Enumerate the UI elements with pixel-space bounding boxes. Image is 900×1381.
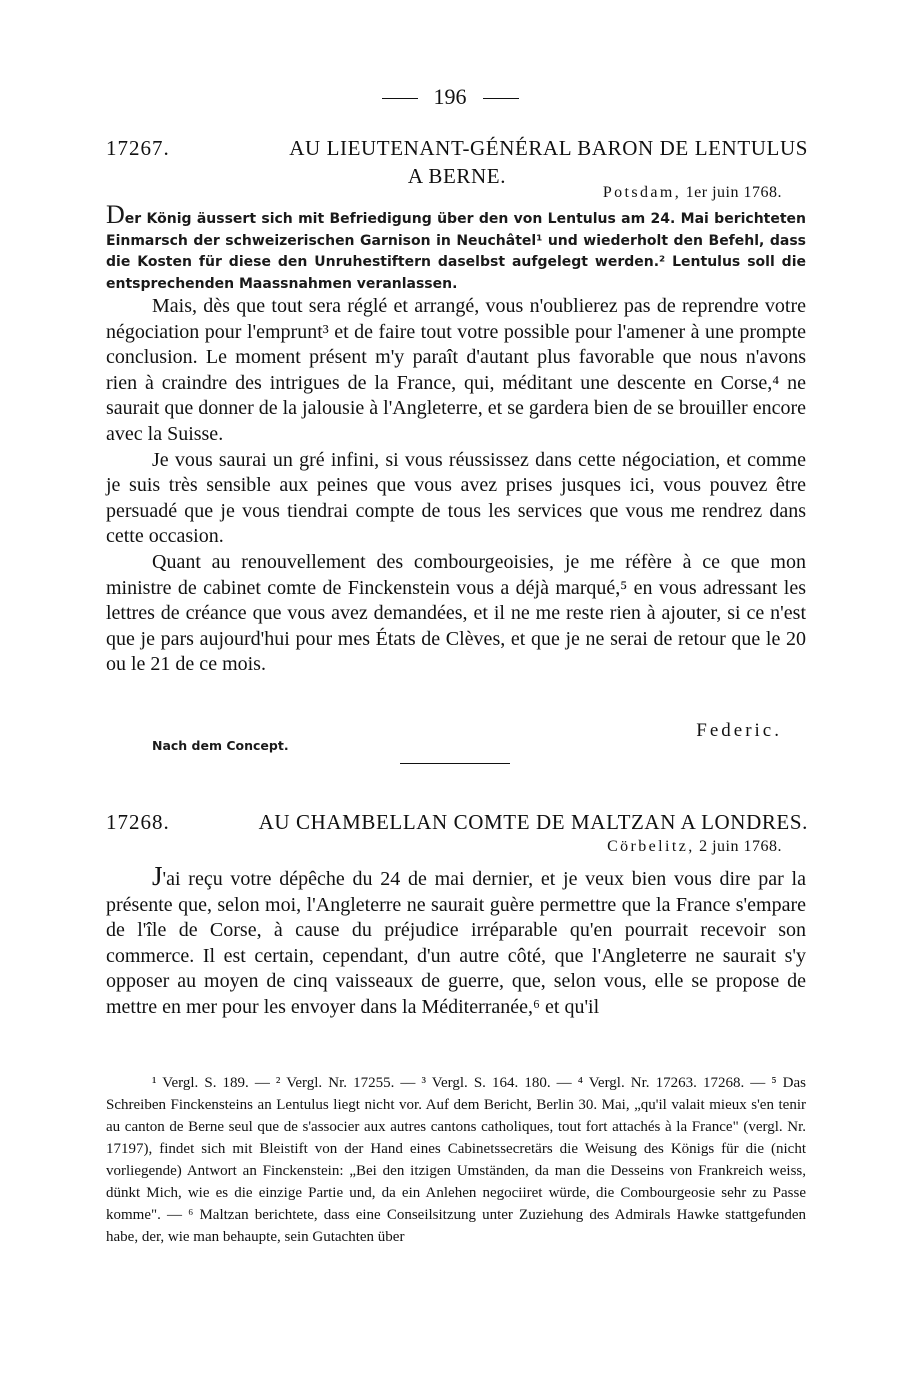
page-number-text: 196: [433, 84, 467, 109]
page-number-dash-left: [382, 98, 418, 99]
letter1-summary: [106, 200, 806, 295]
letter1-heading-line1: [106, 134, 808, 162]
letter1-dateline: [603, 184, 782, 202]
letter1-heading-line2: A BERNE.: [407, 164, 507, 188]
footnotes: [106, 1072, 806, 1248]
letter2-place: Cörbelitz,: [607, 838, 695, 855]
letter2-dateline: [607, 838, 782, 856]
letter2-body: [106, 861, 806, 1021]
letter2-initial: J: [152, 861, 163, 891]
letter1-body: [106, 294, 806, 678]
letter2-number: 17268.: [106, 810, 170, 834]
letter2-date: 2 juin 1768.: [699, 838, 782, 855]
letter1-source-note: Nach dem Concept.: [152, 738, 289, 753]
letter1-date: 1er juin 1768.: [685, 184, 782, 201]
letter1-summary-initial: D: [106, 200, 125, 229]
letter1-paragraph-1: Mais, dès que tout sera réglé et arrangé, vous n'oublierez pas de reprendre votre négociation pour l'emprunt³ et de faire tout votre possible pour l'amener à une prompte conclusion. Le moment présent m'y paraît d'autant plus favorable que nous n'avons rien à craindre des intrigues de la France, qui, méditant une descente en Corse,⁴ ne saurait que donner de la jalousie à l'Angleterre, et se gardera bien de se brouiller encore avec la Suisse.: [106, 295, 806, 445]
page-number: [0, 84, 900, 110]
letter2-paragraph-text: 'ai reçu votre dépêche du 24 de mai dernier, et je veux bien vous dire par la présente que, selon moi, l'Angleterre ne saurait guère permettre que la France s'empare de l'île de Corse, à cause du préjudice irréparable qu'en pourrait recevoir son commerce. Il est certain, cependant, d'un autre côté, que l'Angleterre ne saurait s'y opposer au moyen de cinq vaisseaux de guerre, que, selon vous, elle se propose de mettre en mer pour les envoyer dans la Méditerranée,⁶ et qu'il: [106, 868, 806, 1018]
letter1-paragraph-2: Je vous saurai un gré infini, si vous réussissez dans cette négociation, et comme je suis très sensible aux peines que vous avez prises jusques ici, vous pouvez être persuadé que je vous tiendrai compte de tous les services que vous me rendrez dans cette occasion.: [106, 448, 806, 548]
letter2-heading-line1: [106, 808, 808, 836]
letter1-summary-text: er König äussert sich mit Befriedigung über den von Lentulus am 24. Mai berichteten Einmarsch der schweizerischen Garnison in Neuchâtel¹ und wiederholt den Befehl, dass die Kosten für diese den Unruhestiftern daselbst aufgelegt werden.² Lentulus soll die entsprechenden Maassnahmen veranlassen.: [106, 211, 806, 292]
letter1-place: Potsdam,: [602, 184, 682, 201]
letter1-number: 17267.: [106, 136, 170, 160]
letter2-title: AU CHAMBELLAN COMTE DE MALTZAN A LONDRES.: [258, 810, 808, 834]
footnotes-text: ¹ Vergl. S. 189. — ² Vergl. Nr. 17255. — ³ Vergl. S. 164. 180. — ⁴ Vergl. Nr. 17263. 17268. — ⁵ Das Schreiben Finckensteins an Lentulus liegt nicht vor. Auf dem Bericht, Berlin 30. Mai, „qu'il valait mieux s'en tenir au canton de Berne seul que de s'associer aux autres cantons catholiques, tout fort attachés à la France" (vergl. Nr. 17197), findet sich mit Bleistift von der Hand eines Cabinetssecretärs die Weisung des Königs für die (nicht vorliegende) Antwort an Finckenstein: „Bei den itzigen Umständen, da man die Desseins von Frankreich weiss, dünkt Mich, wie es die einzige Partie und, da ein Anlehen negociiret würde, die Combourgeosie sehr zu Passe komme". — ⁶ Maltzan berichtete, dass eine Conseilsitzung unter Zuziehung des Admirals Hawke stattgefunden habe, der, wie man behaupte, sein Gutachten über: [106, 1075, 806, 1245]
section-divider: [400, 763, 510, 764]
letter2-heading: [106, 808, 808, 836]
letter2-paragraph-1: [106, 861, 806, 1021]
page-number-dash-right: [483, 98, 519, 99]
letter1-title: AU LIEUTENANT-GÉNÉRAL BARON DE LENTULUS: [289, 136, 808, 160]
letter1-signature: Federic.: [696, 720, 782, 741]
letter1-paragraph-3: Quant au renouvellement des combourgeoisies, je me réfère à ce que mon ministre de cabinet comte de Finckenstein vous a déjà marqué,⁵ en vous adressant les lettres de créance que vous avez demandées, et il ne me reste rien à ajouter, si ce n'est que je pars aujourd'hui pour mes États de Clèves, et que je ne serai de retour que le 20 ou le 21 de ce mois.: [106, 550, 806, 676]
letter1-heading: [106, 134, 808, 190]
